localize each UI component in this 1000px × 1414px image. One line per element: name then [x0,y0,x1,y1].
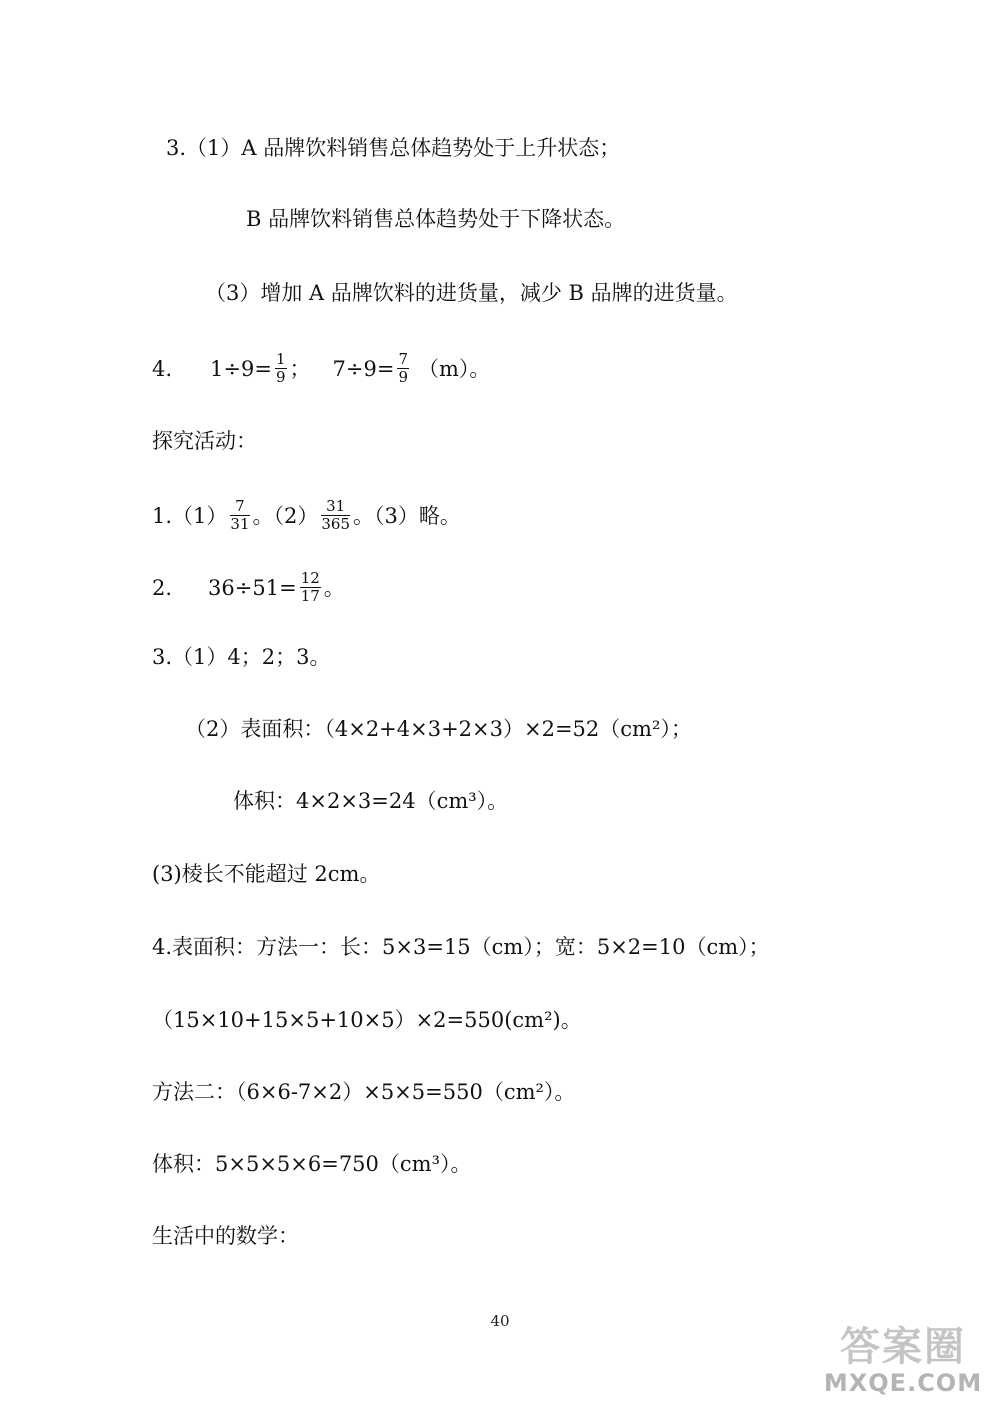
explore-answer-4-area-calc: （15×10+15×5+10×5）×2=550(cm²)。 [152,1008,582,1032]
answer-4-expr-1: 1÷9= [210,357,272,381]
explore-answer-4-method-2: 方法二：（6×6-7×2）×5×5=550（cm²）。 [152,1080,576,1104]
explore-answer-3-1: 3.（1）4；2；3。 [152,645,331,669]
explore-answer-1: 1.（1） $\frac{7}{31}$ 。（2） $\frac{31}{365}$ 。（3）略。 [152,497,461,533]
explore-answer-4-volume: 体积：5×5×5×6=750（cm³）。 [152,1152,472,1176]
answer-4: 4. 1÷9= $\frac{1}{9}$ ； 7÷9= $\frac{7}{9}$ （m）。 [152,350,491,386]
explore-answer-3-3: (3)棱长不能超过 2cm。 [152,862,381,886]
answer-3-1-b: B 品牌饮料销售总体趋势处于下降状态。 [246,207,626,231]
answer-4-number: 4. [152,357,173,381]
section-heading-life-math: 生活中的数学： [152,1224,299,1248]
fraction-7-9: $\frac{7}{9}$ [398,350,408,386]
watermark-top: 答案圈 [840,1324,966,1370]
page-number: 40 [490,1312,510,1330]
watermark-bottom: MXQE.COM [823,1369,983,1397]
fraction-31-365: $\frac{31}{365}$ [321,497,351,533]
explore-answer-3-2-volume: 体积：4×2×3=24（cm³）。 [233,789,509,813]
answer-3-1: 3.（1）A 品牌饮料销售总体趋势处于上升状态； [166,136,621,160]
watermark-logo [818,1324,988,1404]
answer-3-3: （3）增加 A 品牌饮料的进货量，减少 B 品牌的进货量。 [205,281,738,305]
fraction-7-31: $\frac{7}{31}$ [230,497,250,533]
explore-answer-2: 2. 36÷51= $\frac{12}{17}$ 。 [152,569,345,605]
fraction-1-9: $\frac{1}{9}$ [275,350,286,386]
fraction-12-17: $\frac{12}{17}$ [300,569,320,605]
answer-4-expr-2: 7÷9= [332,357,395,381]
explore-answer-4-area: 4.表面积：方法一：长：5×3=15（cm）；宽：5×2=10（cm）； [152,935,770,959]
section-heading-explore: 探究活动： [152,429,257,453]
explore-answer-3-2: （2）表面积：（4×2+4×3+2×3）×2=52（cm²）； [185,717,692,741]
